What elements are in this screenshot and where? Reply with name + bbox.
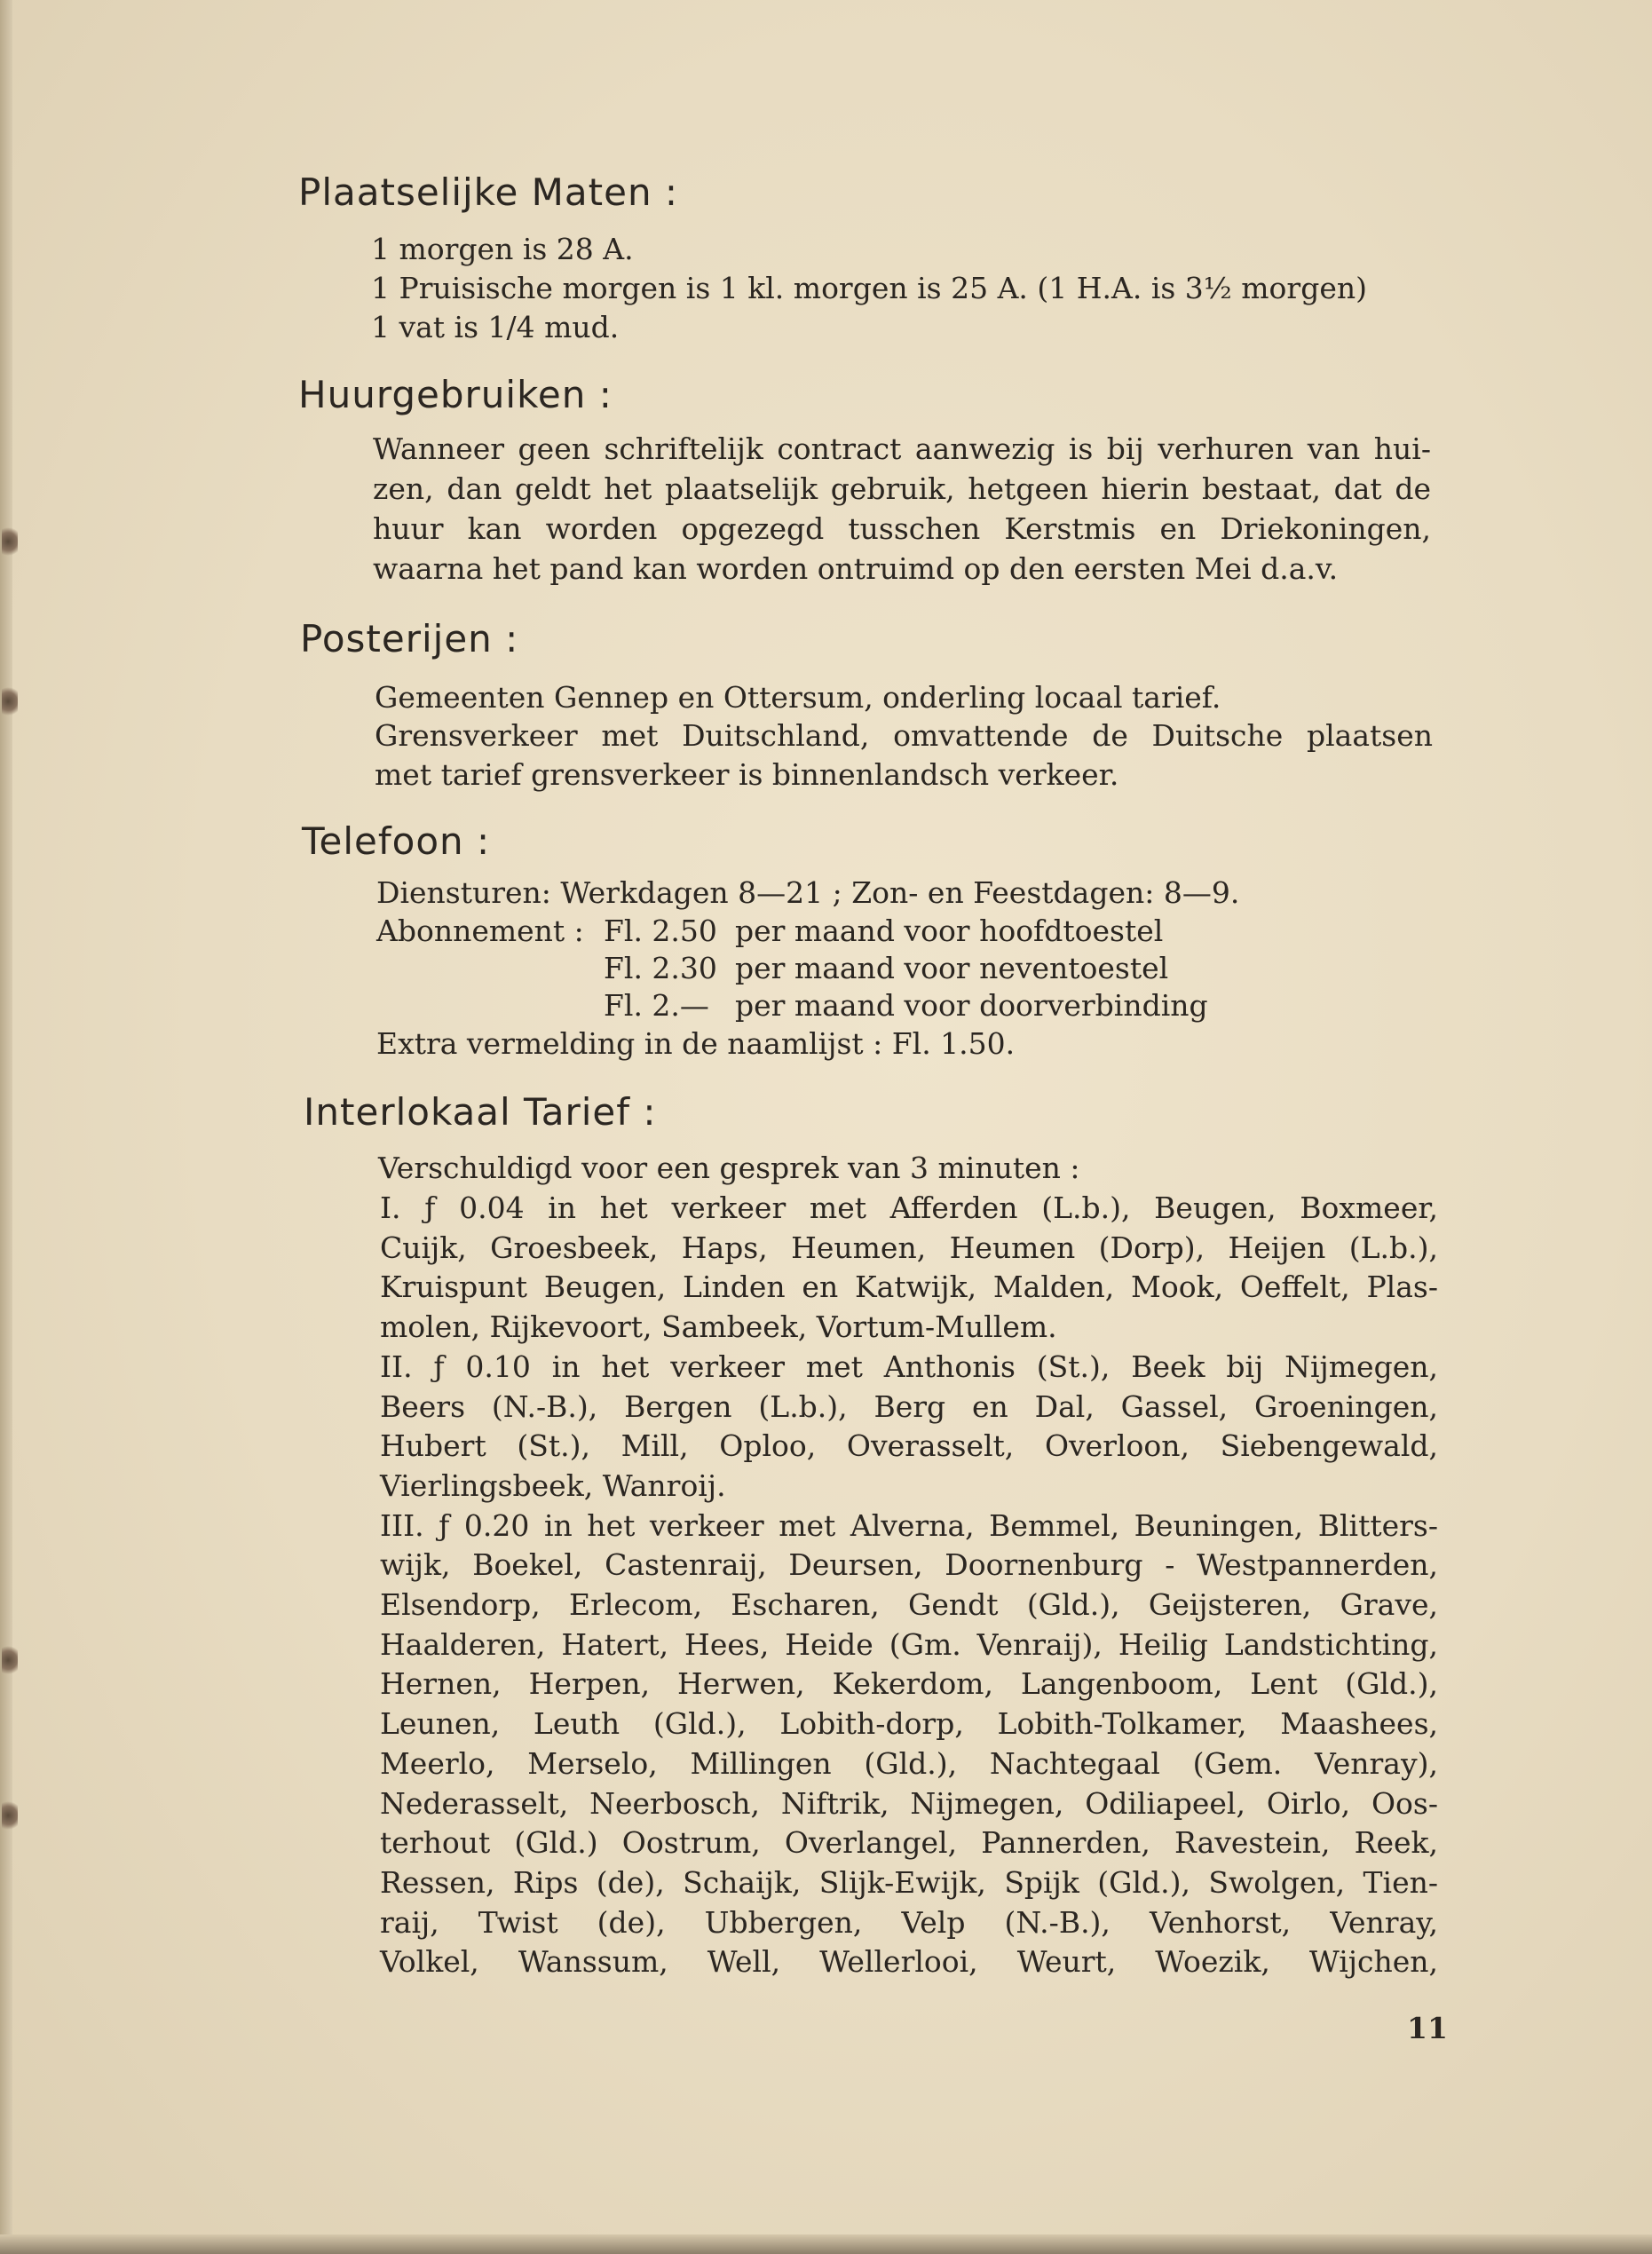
telefoon-extra: Extra vermelding in de naamlijst : Fl. 1.50. (376, 1026, 1016, 1061)
interlokaal-line: Haalderen, Hatert, Hees, Heide (Gm. Venraij), Heilig Landstichting, (380, 1626, 1438, 1662)
heading-telefoon: Telefoon : (302, 819, 491, 863)
interlokaal-line: Volkel, Wanssum, Well, Wellerlooi, Weurt, Woezik, Wijchen, (380, 1944, 1438, 1980)
page-bottom-edge (0, 2234, 1652, 2254)
telefoon-rate-price: Fl. 2.50 (604, 913, 717, 948)
posterijen-line: met tarief grensverkeer is binnenlandsch verkeer. (375, 757, 1119, 792)
telefoon-diensturen: Diensturen: Werkdagen 8—21 ; Zon- en Feestdagen: 8—9. (376, 875, 1240, 910)
binding-staple (2, 524, 18, 559)
telefoon-rate-price: Fl. 2.30 (604, 951, 717, 985)
maten-line: 1 vat is 1/4 mud. (371, 310, 620, 344)
interlokaal-line: Nederasselt, Neerbosch, Niftrik, Nijmegen, Odiliapeel, Oirlo, Oos- (380, 1785, 1438, 1821)
interlokaal-line: Hubert (St.), Mill, Oploo, Overasselt, Overloon, Siebengewald, (380, 1428, 1438, 1464)
binding-staple (2, 1642, 18, 1678)
interlokaal-line: raij, Twist (de), Ubbergen, Velp (N.-B.), Venhorst, Venray, (380, 1904, 1438, 1940)
page-number: 11 (1407, 2011, 1448, 2045)
telefoon-rate-desc: per maand voor neventoestel (735, 951, 1169, 985)
interlokaal-line: molen, Rijkevoort, Sambeek, Vortum-Mullem. (380, 1309, 1057, 1345)
telefoon-rate-desc: per maand voor hoofdtoestel (735, 913, 1164, 948)
posterijen-line: Grensverkeer met Duitschland, omvattende de Duitsche plaatsen (375, 718, 1433, 753)
interlokaal-line: wijk, Boekel, Castenraij, Deursen, Doornenburg - Westpannerden, (380, 1547, 1438, 1583)
heading-huurgebruiken: Huurgebruiken : (298, 373, 613, 416)
posterijen-line: Gemeenten Gennep en Ottersum, onderling locaal tarief. (375, 680, 1221, 715)
interlokaal-line: Hernen, Herpen, Herwen, Kekerdom, Langenboom, Lent (Gld.), (380, 1666, 1438, 1702)
interlokaal-line: Elsendorp, Erlecom, Escharen, Gendt (Gld.), Geijsteren, Grave, (380, 1587, 1438, 1622)
heading-plaatselijke-maten: Plaatselijke Maten : (298, 170, 679, 214)
huur-line: zen, dan geldt het plaatselijk gebruik, hetgeen hierin bestaat, dat de (373, 471, 1431, 506)
maten-line: 1 Pruisische morgen is 1 kl. morgen is 25 A. (1 H.A. is 3½ morgen) (371, 271, 1367, 305)
telefoon-abonnement-label: Abonnement : (376, 913, 584, 948)
heading-posterijen: Posterijen : (300, 617, 519, 660)
huur-line: Wanneer geen schriftelijk contract aanwezig is bij verhuren van hui- (373, 431, 1431, 466)
page-spine (0, 0, 12, 2254)
telefoon-rate-price: Fl. 2.— (604, 988, 709, 1023)
interlokaal-line: Vierlingsbeek, Wanroij. (380, 1467, 726, 1503)
interlokaal-intro: Verschuldigd voor een gesprek van 3 minuten : (378, 1151, 1080, 1185)
interlokaal-line: Kruispunt Beugen, Linden en Katwijk, Malden, Mook, Oeffelt, Plas- (380, 1269, 1438, 1305)
interlokaal-line: Ressen, Rips (de), Schaijk, Slijk-Ewijk, Spijk (Gld.), Swolgen, Tien- (380, 1864, 1438, 1900)
huur-line: waarna het pand kan worden ontruimd op den eersten Mei d.a.v. (373, 551, 1339, 586)
maten-line: 1 morgen is 28 A. (371, 232, 634, 266)
binding-staple (2, 1798, 18, 1833)
heading-interlokaal-tarief: Interlokaal Tarief : (304, 1090, 657, 1134)
binding-staple (2, 684, 18, 719)
interlokaal-line: I. ƒ 0.04 in het verkeer met Afferden (L.b.), Beugen, Boxmeer, (380, 1190, 1438, 1225)
interlokaal-line: II. ƒ 0.10 in het verkeer met Anthonis (St.), Beek bij Nijmegen, (380, 1348, 1438, 1384)
telefoon-rate-desc: per maand voor doorverbinding (735, 988, 1208, 1023)
interlokaal-line: III. ƒ 0.20 in het verkeer met Alverna, Bemmel, Beuningen, Blitters- (380, 1507, 1438, 1543)
interlokaal-line: terhout (Gld.) Oostrum, Overlangel, Pannerden, Ravestein, Reek, (380, 1825, 1438, 1861)
interlokaal-line: Beers (N.-B.), Bergen (L.b.), Berg en Dal, Gassel, Groeningen, (380, 1388, 1438, 1424)
interlokaal-line: Cuijk, Groesbeek, Haps, Heumen, Heumen (Dorp), Heijen (L.b.), (380, 1230, 1438, 1265)
interlokaal-line: Leunen, Leuth (Gld.), Lobith-dorp, Lobith-Tolkamer, Maashees, (380, 1706, 1438, 1742)
interlokaal-line: Meerlo, Merselo, Millingen (Gld.), Nachtegaal (Gem. Venray), (380, 1745, 1438, 1781)
huur-line: huur kan worden opgezegd tusschen Kerstmis en Driekoningen, (373, 511, 1431, 546)
